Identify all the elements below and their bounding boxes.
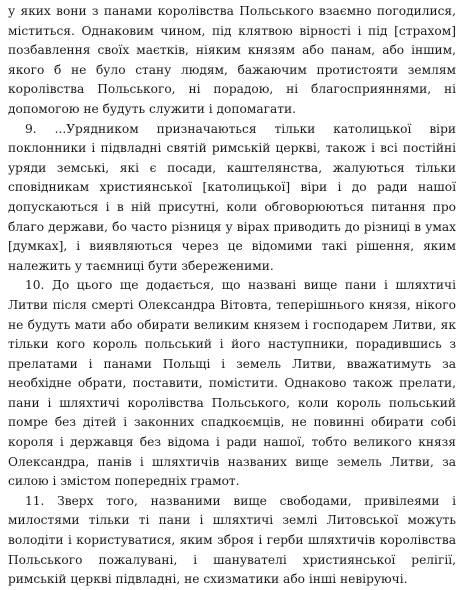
paragraph-10: 10. До цього ще додається, що названі вище пани і шляхтичі Литви після смерті Олександра Вітовта, теперішнього князя, нікого не будуть мати або обирати великим князем і господарем Литви, як тільки кого король польський і його наступники, порадившись з прелатами і панами Польщі і земель Литви, вважатимуть за необхідне обрати, поставити, помістити. Однаково також прелати, пани і шляхтичі королівства Польського, коли король польський помре без дітей і законних спадкоємців, не повинні обирати собі короля і державця без відома і ради нашої, тобто великого князя Олександра, панів і шляхтичів названих вище земель Литви, за силою і змістом попередніх грамот. bbox=[8, 278, 456, 489]
paragraph-11: 11. Зверх того, названими вище свободами, привілеями і милостями тільки ті пани і шляхтичі землі Литовської можуть володіти і користуватися, яким зброя і герби шляхтичів королівства Польського пожалувані, і шанувателі християнської релігії, римській церкві підвладні, не схизматики або інші невіруючі. bbox=[8, 493, 456, 587]
paragraph-9: 9. ...Урядником призначаються тільки католицької віри поклонники і підвладні святій римській церкві, також і всі постійні уряди земські, які є посади, каштелянства, жалуються тільки сповідникам християнської [католицької] віри і до ради нашої допускаються і в ній присутні, коли обговорюються питання про благо держави, бо часто різниця у вірах приводить до різниці в умах [думках], і виявляються через це відомими такі рішення, яким належить у таємниці бути збереженими. bbox=[8, 121, 456, 273]
document-page bbox=[8, 2, 456, 590]
paragraph-continuation: у яких вони з панами королівства Польського взаємно погодилися, міститься. Однаковим чином, під клятвою вірності і під [страхом] позбавлення своїх маєтків, ніяким князям або панам, або іншим, якого б не було стану людям, бажаючим протистояти землям королівства Польського, ні порадою, ні благосприяннями, ні допомогою не будуть служити і допомагати. bbox=[8, 4, 456, 116]
